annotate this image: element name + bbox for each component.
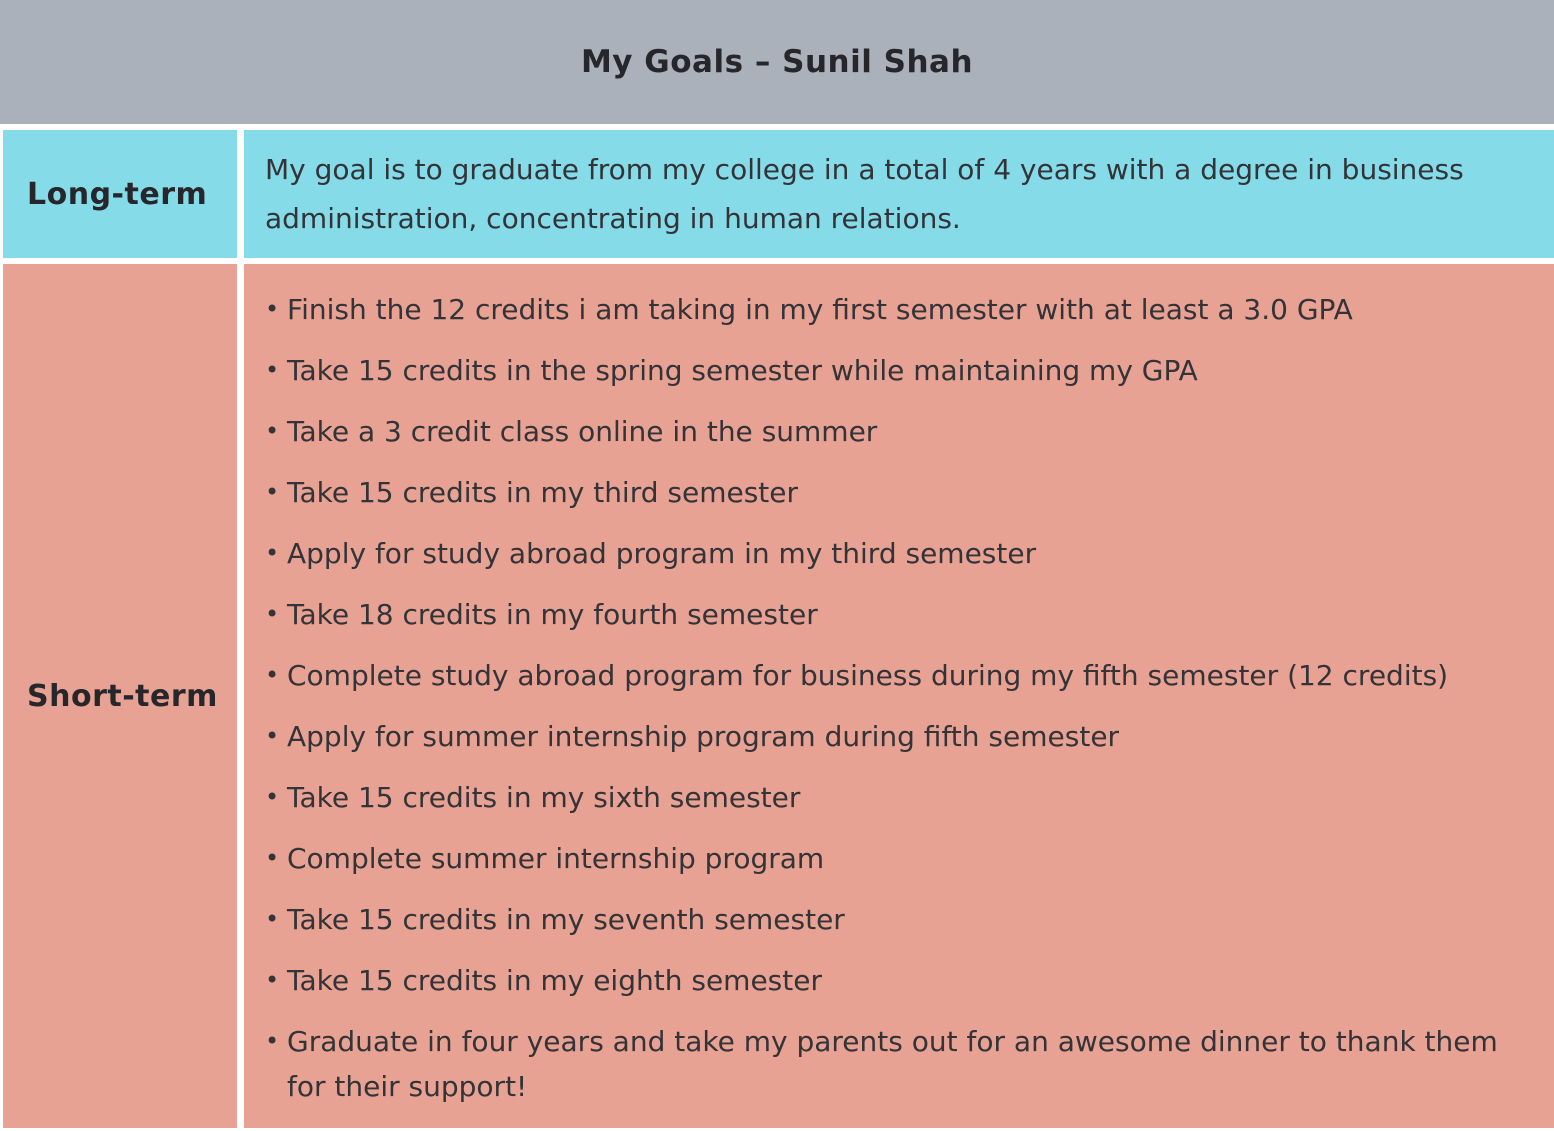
list-item [265,897,1520,942]
goal-text: Finish the 12 credits i am taking in my first semester with at least a 3.0 GPA [287,293,1353,326]
long-term-goal-text: My goal is to graduate from my college in a total of 4 years with a degree in business administration, concentrating in human relations. [265,153,1464,235]
bullet-icon: • [265,722,280,750]
goal-text: Take 15 credits in my sixth semester [287,781,801,814]
goal-text: Take 15 credits in my third semester [287,476,799,509]
list-item [265,592,1520,637]
long-term-label-cell [3,130,244,258]
bullet-icon: • [265,600,280,628]
goal-text: Take 15 credits in my seventh semester [287,903,845,936]
bullet-icon: • [265,1027,280,1055]
list-item [265,470,1520,515]
goal-text: Take 15 credits in the spring semester while maintaining my GPA [287,354,1198,387]
bullet-icon: • [265,905,280,933]
list-item [265,958,1520,1003]
short-term-label-cell [3,264,244,1128]
goal-text: Complete study abroad program for business during my fifth semester (12 credits) [287,659,1449,692]
list-item [265,409,1520,454]
page-title: My Goals – Sunil Shah [580,44,974,80]
goal-text: Take a 3 credit class online in the summer [287,415,878,448]
short-term-goals-list [265,283,1520,1109]
goal-text: Apply for study abroad program in my third semester [287,537,1037,570]
short-term-content-cell [244,264,1554,1128]
list-item [265,836,1520,881]
list-item [265,531,1520,576]
list-item [265,714,1520,759]
short-term-label: Short-term [27,678,218,714]
bullet-icon: • [265,356,280,384]
goal-text: Take 18 credits in my fourth semester [287,598,818,631]
goal-text: Complete summer internship program [287,842,825,875]
row-short-term [0,264,1554,1128]
goal-text: Apply for summer internship program during fifth semester [287,720,1120,753]
bullet-icon: • [265,844,280,872]
bullet-icon: • [265,539,280,567]
goal-text: Take 15 credits in my eighth semester [287,964,822,997]
bullet-icon: • [265,295,280,323]
bullet-icon: • [265,661,280,689]
list-item [265,1019,1520,1109]
list-item [265,287,1520,332]
list-item [265,775,1520,820]
bullet-icon: • [265,966,280,994]
long-term-label: Long-term [27,176,208,212]
list-item [265,653,1520,698]
goal-text: Graduate in four years and take my parents out for an awesome dinner to thank them for their support! [287,1025,1498,1103]
bullet-icon: • [265,478,280,506]
long-term-content-cell [244,130,1554,258]
list-item [265,348,1520,393]
bullet-icon: • [265,417,280,445]
row-long-term [0,130,1554,258]
header-title-bar [0,0,1554,124]
bullet-icon: • [265,783,280,811]
